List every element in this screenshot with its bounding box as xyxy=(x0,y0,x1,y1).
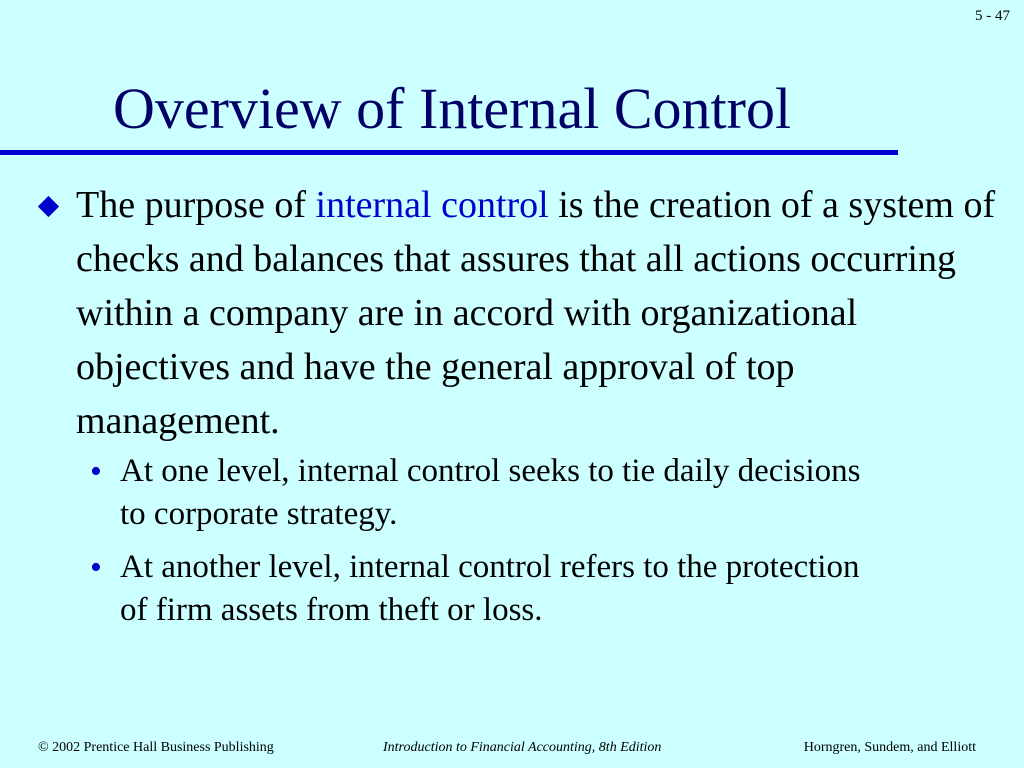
main-bullet-point xyxy=(38,178,996,448)
slide-number: 5 - 47 xyxy=(975,8,1010,24)
sub-bullet-point xyxy=(38,546,880,632)
sub-bullet-text: At one level, internal control seeks to tie daily decisions to corporate strategy. xyxy=(120,453,861,532)
title-underline xyxy=(0,150,898,155)
internal-control-term: internal control xyxy=(315,184,549,226)
slide-content xyxy=(38,178,1008,642)
main-bullet-text-start: The purpose of xyxy=(76,184,316,226)
main-bullet-text-end: is the creation of a system of checks and balances that assures that all actions occurring within a company are in accord with organizational objectives and have the general approval of top management. xyxy=(76,184,996,442)
dot-bullet-icon: • xyxy=(90,549,102,586)
sub-bullet-point xyxy=(38,450,880,536)
slide-title: Overview of Internal Control xyxy=(113,76,792,141)
footer-copyright: © 2002 Prentice Hall Business Publishing xyxy=(38,740,274,755)
footer-authors: Horngren, Sundem, and Elliott xyxy=(803,740,976,755)
sub-bullet-list xyxy=(38,450,1008,632)
sub-bullet-text: At another level, internal control refers to the protection of firm assets from theft or loss. xyxy=(120,549,860,628)
diamond-bullet-icon xyxy=(38,196,59,217)
footer-book-title: Introduction to Financial Accounting, 8th Edition xyxy=(383,740,662,755)
dot-bullet-icon: • xyxy=(90,453,102,490)
slide-footer xyxy=(38,740,976,758)
